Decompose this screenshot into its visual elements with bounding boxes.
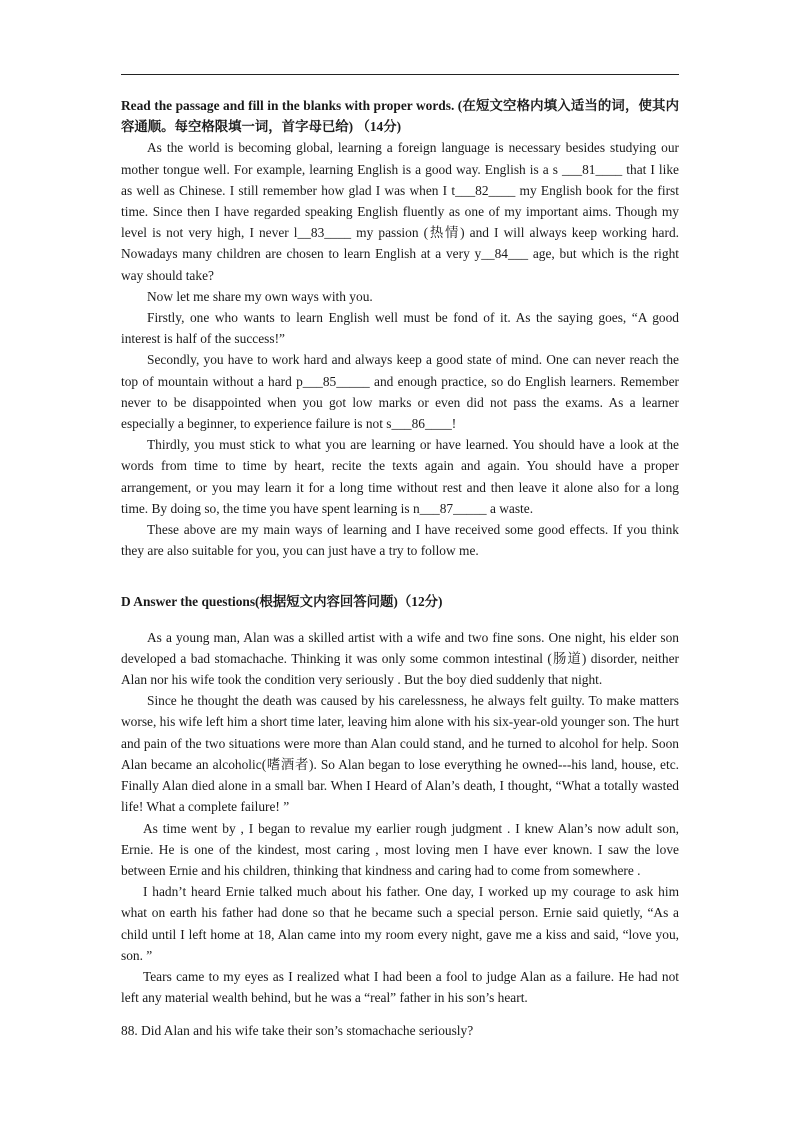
passage-d-paragraph-4: I hadn’t heard Ernie talked much about his father. One day, I worked up my courage to ask him what on earth his father had done so that he became such a special person. Ernie said quietly, “As a child until I left home at 18, Alan came into my room every night, gave me a kiss and said, “love you, son. ” <box>121 884 679 963</box>
passage-d-paragraph-2: Since he thought the death was caused by his carelessness, he always felt guilty. To make matters worse, his wife left him a short time later, leaving him alone with his six-year-old younger son. The hurt and pain of the two situations were more than Alan could stand, and he turned to alcohol for help. Soon Alan became an alcoholic(嗜酒者). So Alan began to lose everything he owned---his land, house, etc. Finally Alan died alone in a small bar. When I Heard of Alan’s death, I thought, “What a totally wasted life! What a complete failure! ” <box>121 693 679 815</box>
passage-c-paragraph-1: As the world is becoming global, learning a foreign language is necessary besides studying our mother tongue well. For example, learning English is a good way. English is a s ___81____ that I like as well as Chinese. I still remember how glad I was when I t___82____ my English book for the first time. Since then I have regarded speaking English fluently as one of my important aims. Though my level is not very high, I never l__83____ my passion (热情) and I will always keep working hard. Nowadays many children are chosen to learn English at a very y__84___ age, but which is the right way should take? <box>121 140 679 283</box>
passage-c-paragraph-5: Thirdly, you must stick to what you are learning or have learned. You should have a look at the words from time to time by heart, recite the texts again and again. You should have a proper arrangement, or you may learn it for a long time without rest and then leave it alone also for a long time. By doing so, the time you have spent learning is n___87_____ a waste. <box>121 437 679 516</box>
passage-c-paragraph-2: Now let me share my own ways with you. <box>147 288 373 304</box>
section-spacer <box>121 561 679 591</box>
passage-d-paragraph-5: Tears came to my eyes as I realized what I had been a fool to judge Alan as a failure. He had not left any material wealth behind, but he was a “real” father in his son’s heart. <box>121 968 679 1006</box>
header-rule <box>121 74 679 75</box>
section-d-heading: D Answer the questions(根据短文内容回答问题)（12分) <box>121 594 443 610</box>
section-c-heading: Read the passage and fill in the blanks with proper words. (在短文空格内填入适当的词，使其内容通顺。每空格限填一词，首字母已给) （14分) <box>121 98 679 135</box>
question-88: 88. Did Alan and his wife take their son’s stomachache seriously? <box>121 1023 474 1039</box>
passage-c-paragraph-4: Secondly, you have to work hard and always keep a good state of mind. One can never reach the top of mountain without a hard p___85_____ and enough practice, so do English learners. Remember never to be disappointed when you got low marks or even did not pass the exams. As a learner especially a beginner, to experience failure is not s___86____! <box>121 352 679 432</box>
document-body <box>121 95 679 1042</box>
passage-c-paragraph-6: These above are my main ways of learning and I have received some good effects. If you think they are also suitable for you, you can just have a try to follow me. <box>121 522 679 559</box>
passage-d-paragraph-1: As a young man, Alan was a skilled artist with a wife and two fine sons. One night, his elder son developed a bad stomachache. Thinking it was only some common intestinal (肠道) disorder, neither Alan nor his wife took the condition very seriously . But the boy died suddenly that night. <box>121 629 679 688</box>
passage-c-paragraph-3: Firstly, one who wants to learn English well must be fond of it. As the saying goes, “A good interest is half of the success!” <box>121 310 679 347</box>
passage-d-paragraph-3: As time went by , I began to revalue my earlier rough judgment . I knew Alan’s now adult son, Ernie. He is one of the kindest, most caring , most loving men I have ever known. I saw the love between Ernie and his children, thinking that kindness and caring had to come from somewhere . <box>121 820 679 878</box>
